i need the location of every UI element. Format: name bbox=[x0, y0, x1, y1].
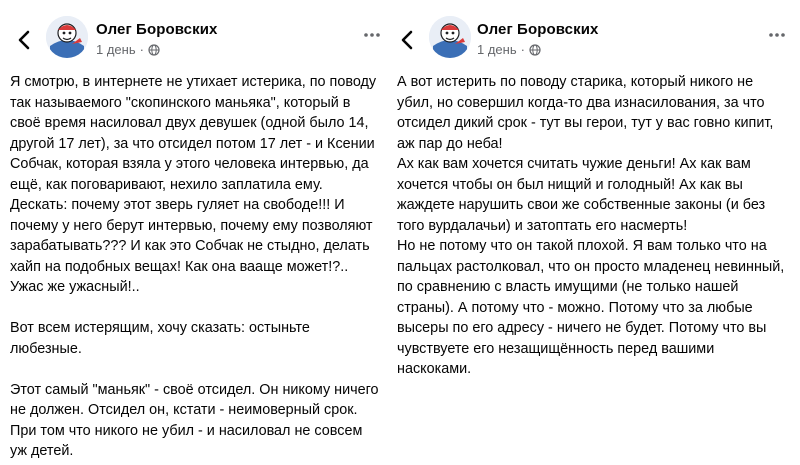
post-panel-left bbox=[0, 0, 395, 465]
post-text: А вот истерить по поводу старика, который никого не убил, но совершил когда-то два изнасилования, за что отсидел дикий срок - тут вы герои, тут у вас говно кипит, аж пар до неба! Ах как вам хочется считать чужие деньги! Ах как вам хочется чтобы он был нищий и голодный! Ах как вы жаждете нарушить свои же собственные законы (и без того вурдалачьи) и затоптать его насмерть! Но не потому что он такой плохой. Я вам только что на пальцах растолковал, что он просто младенец невинный, по сравнению с власть имущими (не только нашей страны). А потому что - можно. Потому что за любые высеры по его адресу - ничего не будет. Потому что вы чувствуете его незащищённость перед вашими наскоками. bbox=[397, 74, 785, 377]
globe-icon bbox=[148, 44, 160, 56]
post-time[interactable]: 1 день bbox=[96, 42, 136, 57]
author-name[interactable]: Олег Боровских bbox=[96, 21, 218, 38]
globe-icon bbox=[529, 44, 541, 56]
avatar[interactable] bbox=[429, 16, 471, 58]
post-panel-right bbox=[385, 0, 800, 465]
post-header bbox=[385, 14, 800, 64]
post-meta bbox=[477, 42, 541, 57]
author-name[interactable]: Олег Боровских bbox=[477, 21, 599, 38]
cartoon-avatar-icon bbox=[46, 16, 88, 58]
cartoon-avatar-icon bbox=[429, 16, 471, 58]
meta-separator: · bbox=[520, 42, 525, 57]
post-time[interactable]: 1 день bbox=[477, 42, 517, 57]
avatar[interactable] bbox=[46, 16, 88, 58]
post-header bbox=[0, 14, 395, 64]
post-text: Я смотрю, в интернете не утихает истерика, по поводу так называемого "скопинского маньяка", который в своё время насиловал двух девушек (одной было 14, другой 17 лет), за что отсидел потом 17 лет - и Ксении Собчак, которая взяла у этого человека интервью, да ещё, как поговаривают, нехило заплатила ему. Дескать: почему этот зверь гуляет на свободе!!! И почему у него берут интервью, почему ему позволяют зарабатывать??? И как это Собчак не стыдно, делать хайп на подобных вещах! Как она вааще может!?.. Ужас же ужасный!.. Вот всем истерящим, хочу сказать: остыньте любезные. Этот самый "маньяк" - своё отсидел. Он никому ничего не должен. Отсидел он, кстати - неимоверный срок. При том что никого не убил - и насиловал не совсем уж детей. bbox=[10, 74, 379, 459]
post-meta bbox=[96, 42, 160, 57]
back-arrow-icon[interactable] bbox=[399, 30, 415, 50]
back-arrow-icon[interactable] bbox=[16, 30, 32, 50]
meta-separator: · bbox=[139, 42, 144, 57]
more-options-icon[interactable] bbox=[363, 30, 381, 40]
more-options-icon[interactable] bbox=[768, 30, 786, 40]
